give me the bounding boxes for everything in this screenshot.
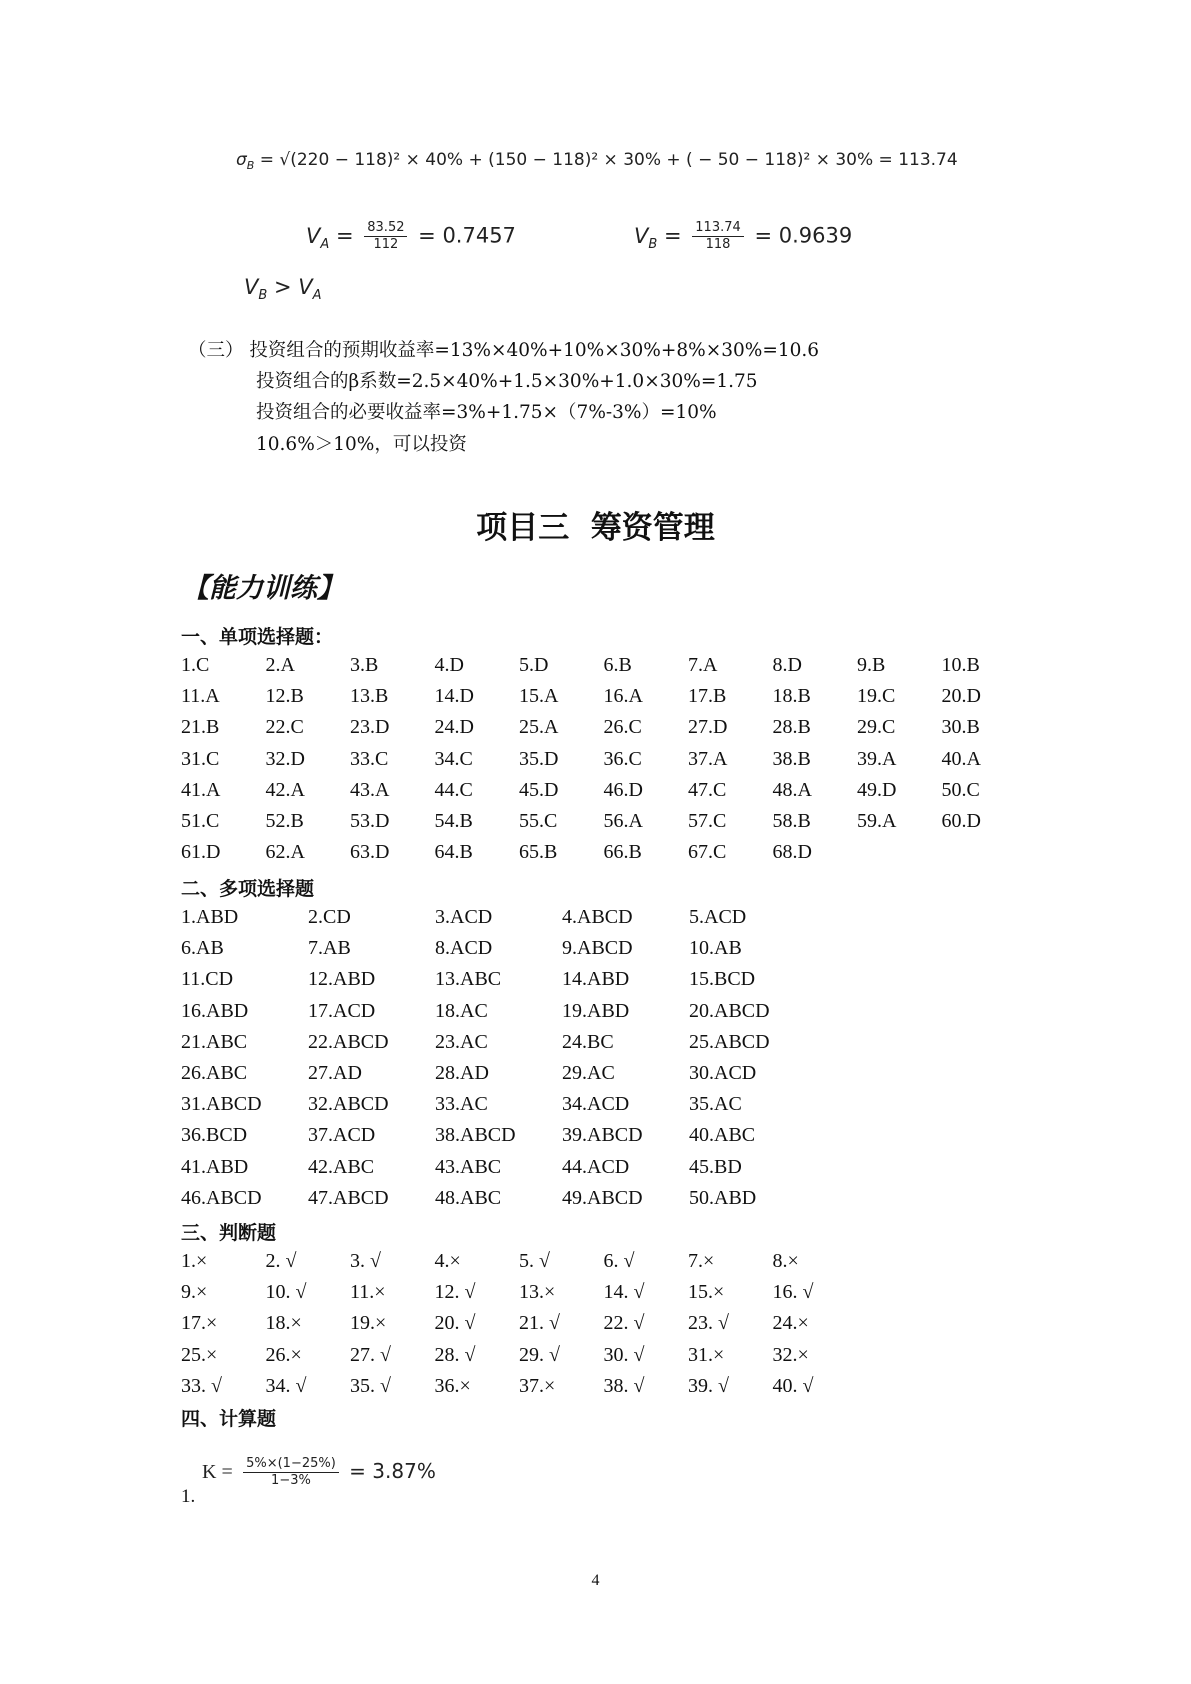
true-false-answer: 2. √ <box>265 1250 297 1272</box>
va-symbol: $V_A$ <box>306 223 330 252</box>
k-fraction <box>243 1456 339 1489</box>
true-false-answer: 39. √ <box>688 1374 729 1397</box>
va-numerator: 83.52 <box>364 220 407 237</box>
calc-heading: 四、计算题 <box>181 1408 277 1430</box>
portfolio-beta: 投资组合的β系数=2.5×40%+1.5×30%+1.0×30%=1.75 <box>256 371 758 392</box>
multi-choice-answer: 8.ACD <box>435 937 493 960</box>
true-false-answer: 6. √ <box>603 1250 635 1272</box>
portfolio-expected-return: （三） 投资组合的预期收益率=13%×40%+10%×30%+8%×30%=10.6 <box>188 340 820 361</box>
multi-choice-answer: 43.ABC <box>435 1155 502 1178</box>
multi-choice-answer: 13.ABC <box>435 968 502 991</box>
true-false-answer: 7.× <box>688 1250 715 1272</box>
multi-choice-answer: 26.ABC <box>181 1061 248 1084</box>
multi-choice-answer: 10.AB <box>689 937 742 960</box>
single-choice-answer: 34.C <box>434 747 473 770</box>
single-choice-answer: 13.B <box>350 685 389 708</box>
single-choice-answer: 7.A <box>688 654 718 676</box>
single-choice-answer: 31.C <box>181 747 220 770</box>
true-false-answer: 37.× <box>519 1374 556 1397</box>
multi-choice-answer: 39.ABCD <box>562 1124 643 1147</box>
single-choice-answer: 32.D <box>265 747 305 770</box>
single-choice-answer: 22.C <box>265 716 304 739</box>
true-false-answer: 14. √ <box>603 1281 645 1304</box>
single-choice-heading: 一、单项选择题： <box>181 626 334 648</box>
multi-choice-answer: 46.ABCD <box>181 1186 262 1209</box>
multi-choice-answer: 12.ABD <box>308 968 376 991</box>
true-false-answer: 38. √ <box>603 1374 645 1397</box>
single-choice-answer: 27.D <box>688 716 728 739</box>
vb-result: = 0.9639 <box>754 223 853 248</box>
single-choice-answer: 67.C <box>688 841 727 864</box>
multi-choice-answer: 38.ABCD <box>435 1124 516 1147</box>
true-false-answer: 30. √ <box>603 1343 645 1366</box>
single-choice-answer: 49.D <box>857 778 897 801</box>
single-choice-answer: 35.D <box>519 747 559 770</box>
project-title: 项目三 筹资管理 <box>476 510 715 546</box>
multi-choice-answer: 17.ACD <box>308 999 376 1022</box>
true-false-answer: 27. √ <box>350 1343 391 1366</box>
sigma-expression: = √(220 − 118)² × 40% + (150 − 118)² × 30% + ( − 50 − 118)² × 30% = 113.74 <box>259 150 958 170</box>
true-false-answer: 13.× <box>519 1281 556 1304</box>
k-label: K = <box>202 1461 233 1483</box>
single-choice-answer: 17.B <box>688 685 727 708</box>
single-choice-answer: 38.B <box>772 747 811 770</box>
single-choice-answer: 10.B <box>941 654 980 676</box>
true-false-answer: 9.× <box>181 1281 208 1304</box>
single-choice-answer: 55.C <box>519 809 558 832</box>
single-choice-answer: 63.D <box>350 841 390 864</box>
page-number: 4 <box>591 1572 600 1589</box>
true-false-answer: 23. √ <box>688 1312 729 1335</box>
single-choice-answer: 62.A <box>265 841 305 864</box>
multi-choice-answer: 47.ABCD <box>308 1186 389 1209</box>
single-choice-answer: 46.D <box>603 778 643 801</box>
true-false-answer: 32.× <box>772 1343 809 1366</box>
true-false-answer: 5. √ <box>519 1250 550 1272</box>
multi-choice-answer: 30.ACD <box>689 1061 757 1084</box>
multi-choice-answer: 49.ABCD <box>562 1186 643 1209</box>
single-choice-answer: 20.D <box>941 685 981 708</box>
single-choice-answer: 66.B <box>603 841 642 864</box>
single-choice-answer: 2.A <box>265 654 295 676</box>
multi-choice-answer: 32.ABCD <box>308 1093 389 1116</box>
multi-choice-answer: 4.ABCD <box>562 906 633 928</box>
multi-choice-answer: 50.ABD <box>689 1186 757 1209</box>
multi-choice-answer: 11.CD <box>181 968 234 991</box>
single-choice-answer: 8.D <box>772 654 802 676</box>
single-choice-answer: 59.A <box>857 809 897 832</box>
single-choice-answer: 45.D <box>519 778 559 801</box>
single-choice-answer: 9.B <box>857 654 886 676</box>
true-false-answer: 15.× <box>688 1281 725 1304</box>
multi-choice-answer: 45.BD <box>689 1155 742 1178</box>
single-choice-answer: 28.B <box>772 716 811 739</box>
multi-choice-answer: 23.AC <box>435 1030 488 1053</box>
va-result: = 0.7457 <box>418 223 516 248</box>
true-false-answer: 25.× <box>181 1343 218 1366</box>
true-false-answer: 17.× <box>181 1312 218 1335</box>
single-choice-answer: 41.A <box>181 778 221 801</box>
v-comparison: $V_B > V_A$ <box>244 275 322 304</box>
true-false-answer: 31.× <box>688 1343 725 1366</box>
true-false-answer: 35. √ <box>350 1374 391 1397</box>
true-false-heading: 三、判断题 <box>181 1222 277 1244</box>
va-formula: $V_A$ = $\frac{83.52}{112}$ = 0.7457 <box>306 220 516 252</box>
portfolio-required-return: 投资组合的必要收益率=3%+1.75×（7%-3%）=10% <box>256 402 717 423</box>
single-choice-answer: 52.B <box>265 809 304 832</box>
k-result: = 3.87% <box>349 1459 436 1483</box>
k-numerator: 5%×(1−25%) <box>243 1456 339 1473</box>
multi-choice-answer: 31.ABCD <box>181 1093 262 1116</box>
ability-training-title: 【能力训练】 <box>182 573 344 604</box>
vb-fraction <box>692 220 744 253</box>
multi-choice-answer: 18.AC <box>435 999 488 1022</box>
true-false-answer: 22. √ <box>603 1312 645 1335</box>
single-choice-answer: 21.B <box>181 716 220 739</box>
single-choice-answer: 24.D <box>434 716 474 739</box>
multi-choice-answer: 5.ACD <box>689 906 747 928</box>
multi-choice-answer: 36.BCD <box>181 1124 248 1147</box>
single-choice-answer: 64.B <box>434 841 473 864</box>
multi-choice-answer: 25.ABCD <box>689 1030 770 1053</box>
true-false-answer: 11.× <box>350 1281 386 1304</box>
vb-numerator: 113.74 <box>692 220 744 237</box>
sigma-symbol: σ <box>236 150 247 170</box>
true-false-answer: 34. √ <box>265 1374 307 1397</box>
multi-choice-answer: 34.ACD <box>562 1093 630 1116</box>
true-false-answer: 26.× <box>265 1343 302 1366</box>
single-choice-answer: 61.D <box>181 841 221 864</box>
multi-choice-answer: 7.AB <box>308 937 351 960</box>
multi-choice-answer: 6.AB <box>181 937 224 960</box>
single-choice-answer: 23.D <box>350 716 390 739</box>
multi-choice-answer: 15.BCD <box>689 968 756 991</box>
multi-choice-answer: 24.BC <box>562 1030 614 1053</box>
multi-choice-answer: 37.ACD <box>308 1124 376 1147</box>
true-false-answer: 16. √ <box>772 1281 814 1304</box>
true-false-answer: 8.× <box>772 1250 799 1272</box>
multi-choice-answer: 14.ABD <box>562 968 630 991</box>
single-choice-answer: 37.A <box>688 747 728 770</box>
multi-choice-answer: 44.ACD <box>562 1155 630 1178</box>
single-choice-answer: 58.B <box>772 809 811 832</box>
single-choice-answer: 12.B <box>265 685 304 708</box>
multi-choice-answer: 42.ABC <box>308 1155 375 1178</box>
single-choice-answer: 16.A <box>603 685 643 708</box>
single-choice-answer: 47.C <box>688 778 727 801</box>
true-false-answer: 24.× <box>772 1312 809 1335</box>
va-denominator: 112 <box>373 237 399 252</box>
single-choice-answer: 39.A <box>857 747 897 770</box>
single-choice-answer: 3.B <box>350 654 379 676</box>
multi-choice-answer: 22.ABCD <box>308 1030 389 1053</box>
single-choice-answer: 60.D <box>941 809 981 832</box>
single-choice-answer: 44.C <box>434 778 473 801</box>
multi-choice-answer: 27.AD <box>308 1061 362 1084</box>
multi-choice-answer: 19.ABD <box>562 999 630 1022</box>
single-choice-answer: 36.C <box>603 747 642 770</box>
single-choice-answer: 29.C <box>857 716 896 739</box>
true-false-answer: 29. √ <box>519 1343 560 1366</box>
va-fraction <box>364 220 407 253</box>
single-choice-answer: 18.B <box>772 685 811 708</box>
k-formula <box>202 1456 436 1489</box>
sigma-b-formula <box>236 150 958 172</box>
multi-choice-answer: 16.ABD <box>181 999 249 1022</box>
single-choice-answer: 65.B <box>519 841 558 864</box>
single-choice-answer: 48.A <box>772 778 812 801</box>
single-choice-answer: 14.D <box>434 685 474 708</box>
portfolio-conclusion: 10.6%＞10%，可以投资 <box>256 434 467 455</box>
k-denominator: 1−3% <box>271 1473 311 1488</box>
true-false-answer: 33. √ <box>181 1374 222 1397</box>
multi-choice-answer: 29.AC <box>562 1061 615 1084</box>
multi-choice-answer: 3.ACD <box>435 906 493 928</box>
single-choice-answer: 25.A <box>519 716 559 739</box>
true-false-answer: 21. √ <box>519 1312 560 1335</box>
multi-choice-answer: 2.CD <box>308 906 351 928</box>
single-choice-answer: 53.D <box>350 809 390 832</box>
multi-choice-answer: 33.AC <box>435 1093 488 1116</box>
single-choice-answer: 51.C <box>181 809 220 832</box>
true-false-answer: 18.× <box>265 1312 302 1335</box>
multi-choice-answer: 9.ABCD <box>562 937 633 960</box>
single-choice-answer: 5.D <box>519 654 549 676</box>
single-choice-answer: 4.D <box>434 654 464 676</box>
single-choice-answer: 11.A <box>181 685 220 708</box>
true-false-answer: 3. √ <box>350 1250 381 1272</box>
multi-choice-answer: 20.ABCD <box>689 999 770 1022</box>
true-false-answer: 1.× <box>181 1250 208 1272</box>
multi-choice-answer: 21.ABC <box>181 1030 248 1053</box>
single-choice-answer: 68.D <box>772 841 812 864</box>
vb-denominator: 118 <box>705 237 731 252</box>
single-choice-answer: 6.B <box>603 654 632 676</box>
single-choice-answer: 43.A <box>350 778 390 801</box>
multi-choice-heading: 二、多项选择题 <box>181 878 315 900</box>
single-choice-answer: 40.A <box>941 747 981 770</box>
true-false-answer: 36.× <box>434 1374 471 1397</box>
single-choice-answer: 15.A <box>519 685 559 708</box>
single-choice-answer: 1.C <box>181 654 210 676</box>
true-false-answer: 4.× <box>434 1250 461 1272</box>
multi-choice-answer: 35.AC <box>689 1093 742 1116</box>
single-choice-answer: 33.C <box>350 747 389 770</box>
true-false-answer: 19.× <box>350 1312 387 1335</box>
single-choice-answer: 54.B <box>434 809 473 832</box>
calc-item-number: 1. <box>181 1486 196 1507</box>
multi-choice-answer: 40.ABC <box>689 1124 756 1147</box>
single-choice-answer: 42.A <box>265 778 305 801</box>
true-false-answer: 28. √ <box>434 1343 476 1366</box>
vb-symbol: $V_B$ <box>634 223 658 252</box>
true-false-answer: 20. √ <box>434 1312 476 1335</box>
single-choice-answer: 19.C <box>857 685 896 708</box>
single-choice-answer: 56.A <box>603 809 643 832</box>
single-choice-answer: 50.C <box>941 778 980 801</box>
multi-choice-answer: 28.AD <box>435 1061 489 1084</box>
multi-choice-answer: 1.ABD <box>181 906 239 928</box>
true-false-answer: 10. √ <box>265 1281 307 1304</box>
single-choice-answer: 30.B <box>941 716 980 739</box>
sigma-subscript: B <box>246 159 255 172</box>
true-false-answer: 40. √ <box>772 1374 814 1397</box>
single-choice-answer: 26.C <box>603 716 642 739</box>
true-false-answer: 12. √ <box>434 1281 476 1304</box>
multi-choice-answer: 41.ABD <box>181 1155 249 1178</box>
multi-choice-answer: 48.ABC <box>435 1186 502 1209</box>
single-choice-answer: 57.C <box>688 809 727 832</box>
vb-formula: $V_B$ = $\frac{113.74}{118}$ = 0.9639 <box>634 220 853 252</box>
